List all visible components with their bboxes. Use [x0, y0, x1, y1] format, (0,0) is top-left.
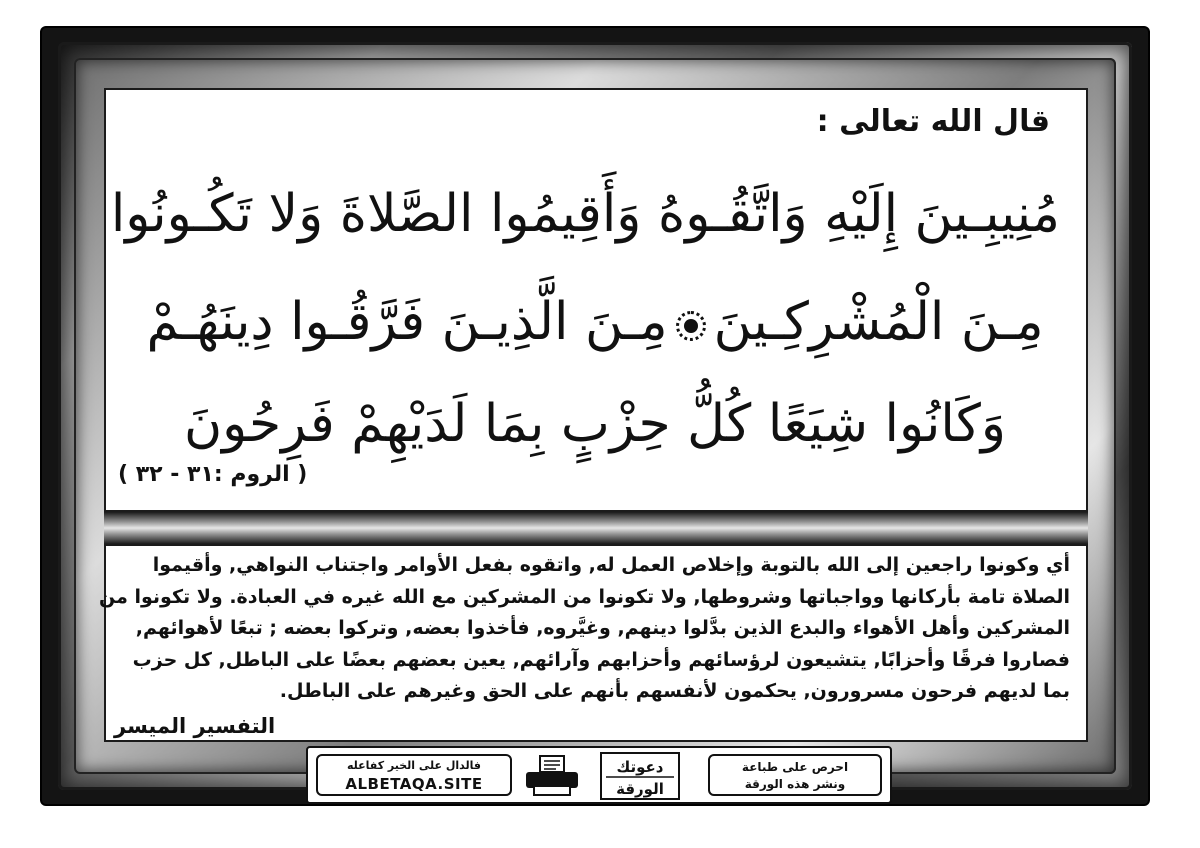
print-appeal-line-1: احرص على طباعة [741, 760, 849, 774]
panel-divider [104, 512, 1088, 544]
tafsir-line: أي وكونوا راجعين إلى الله بالتوبة وإخلاص العمل له, واتقوه بفعل الأوامر واجتناب النواهي, وأقيموا [152, 554, 1070, 576]
printer-icon [522, 754, 582, 798]
verse-line-2 [130, 286, 1060, 358]
tafsir-text [99, 550, 1070, 708]
verse-reference: ( الروم :٣١ - ٣٢ ) [118, 462, 308, 487]
logo-line-2: الورقة [616, 780, 664, 798]
verse-line-3: وَكَانُوا شِيَعًا كُلُّ حِزْبٍ بِمَا لَدَيْهِمْ فَرِحُونَ [183, 394, 1007, 454]
ayah-end-icon [676, 311, 706, 341]
verse-line-2-part-a: مِـنَ الْمُشْرِكِـينَ [713, 292, 1044, 352]
tafsir-source: التفسير الميسر [114, 714, 276, 738]
verse-heading: قال الله تعالى : [816, 104, 1050, 139]
website-link[interactable]: ALBETAQA.SITE [345, 775, 483, 793]
tafsir-line: المشركين وأهل الأهواء والبدع الذين بدَّلوا دينهم, وغيَّروه, فأخذوا بعضه, وتركوا بعضه ; تبعًا لأهوائهم, [135, 617, 1070, 639]
footer-bar [306, 746, 892, 804]
tafsir-line: الصلاة تامة بأركانها وواجباتها وشروطها, ولا تكونوا من المشركين مع الله غيره في العبادة. ولا تكونوا من [99, 585, 1070, 608]
print-appeal-badge [708, 754, 882, 796]
dawatak-logo [600, 752, 680, 800]
tafsir-line: بما لديهم فرحون مسرورون, يحكمون لأنفسهم بأنهم على الحق وغيرهم على الباطل. [279, 680, 1070, 702]
print-appeal-line-2: ونشر هذه الورقة [744, 777, 846, 791]
logo-line-1: دعوتك [616, 758, 664, 776]
tafsir-line: فصاروا فرقًا وأحزابًا, يتشيعون لرؤسائهم وأحزابهم وآرائهم, يعين بعضهم بعضًا على الباطل, كل حزب [132, 648, 1070, 671]
website-badge[interactable] [316, 754, 512, 796]
verse-line-2-part-b: مِـنَ الَّذِيـنَ فَرَّقُـوا دِينَهُـمْ [146, 292, 668, 352]
footer-slogan: فالدال على الخير كفاعله [346, 759, 482, 772]
verse-line-1: مُنِيبِـينَ إِلَيْهِ وَاتَّقُـوهُ وَأَقِيمُوا الصَّلاةَ وَلا تَكُـونُوا [110, 184, 1060, 244]
